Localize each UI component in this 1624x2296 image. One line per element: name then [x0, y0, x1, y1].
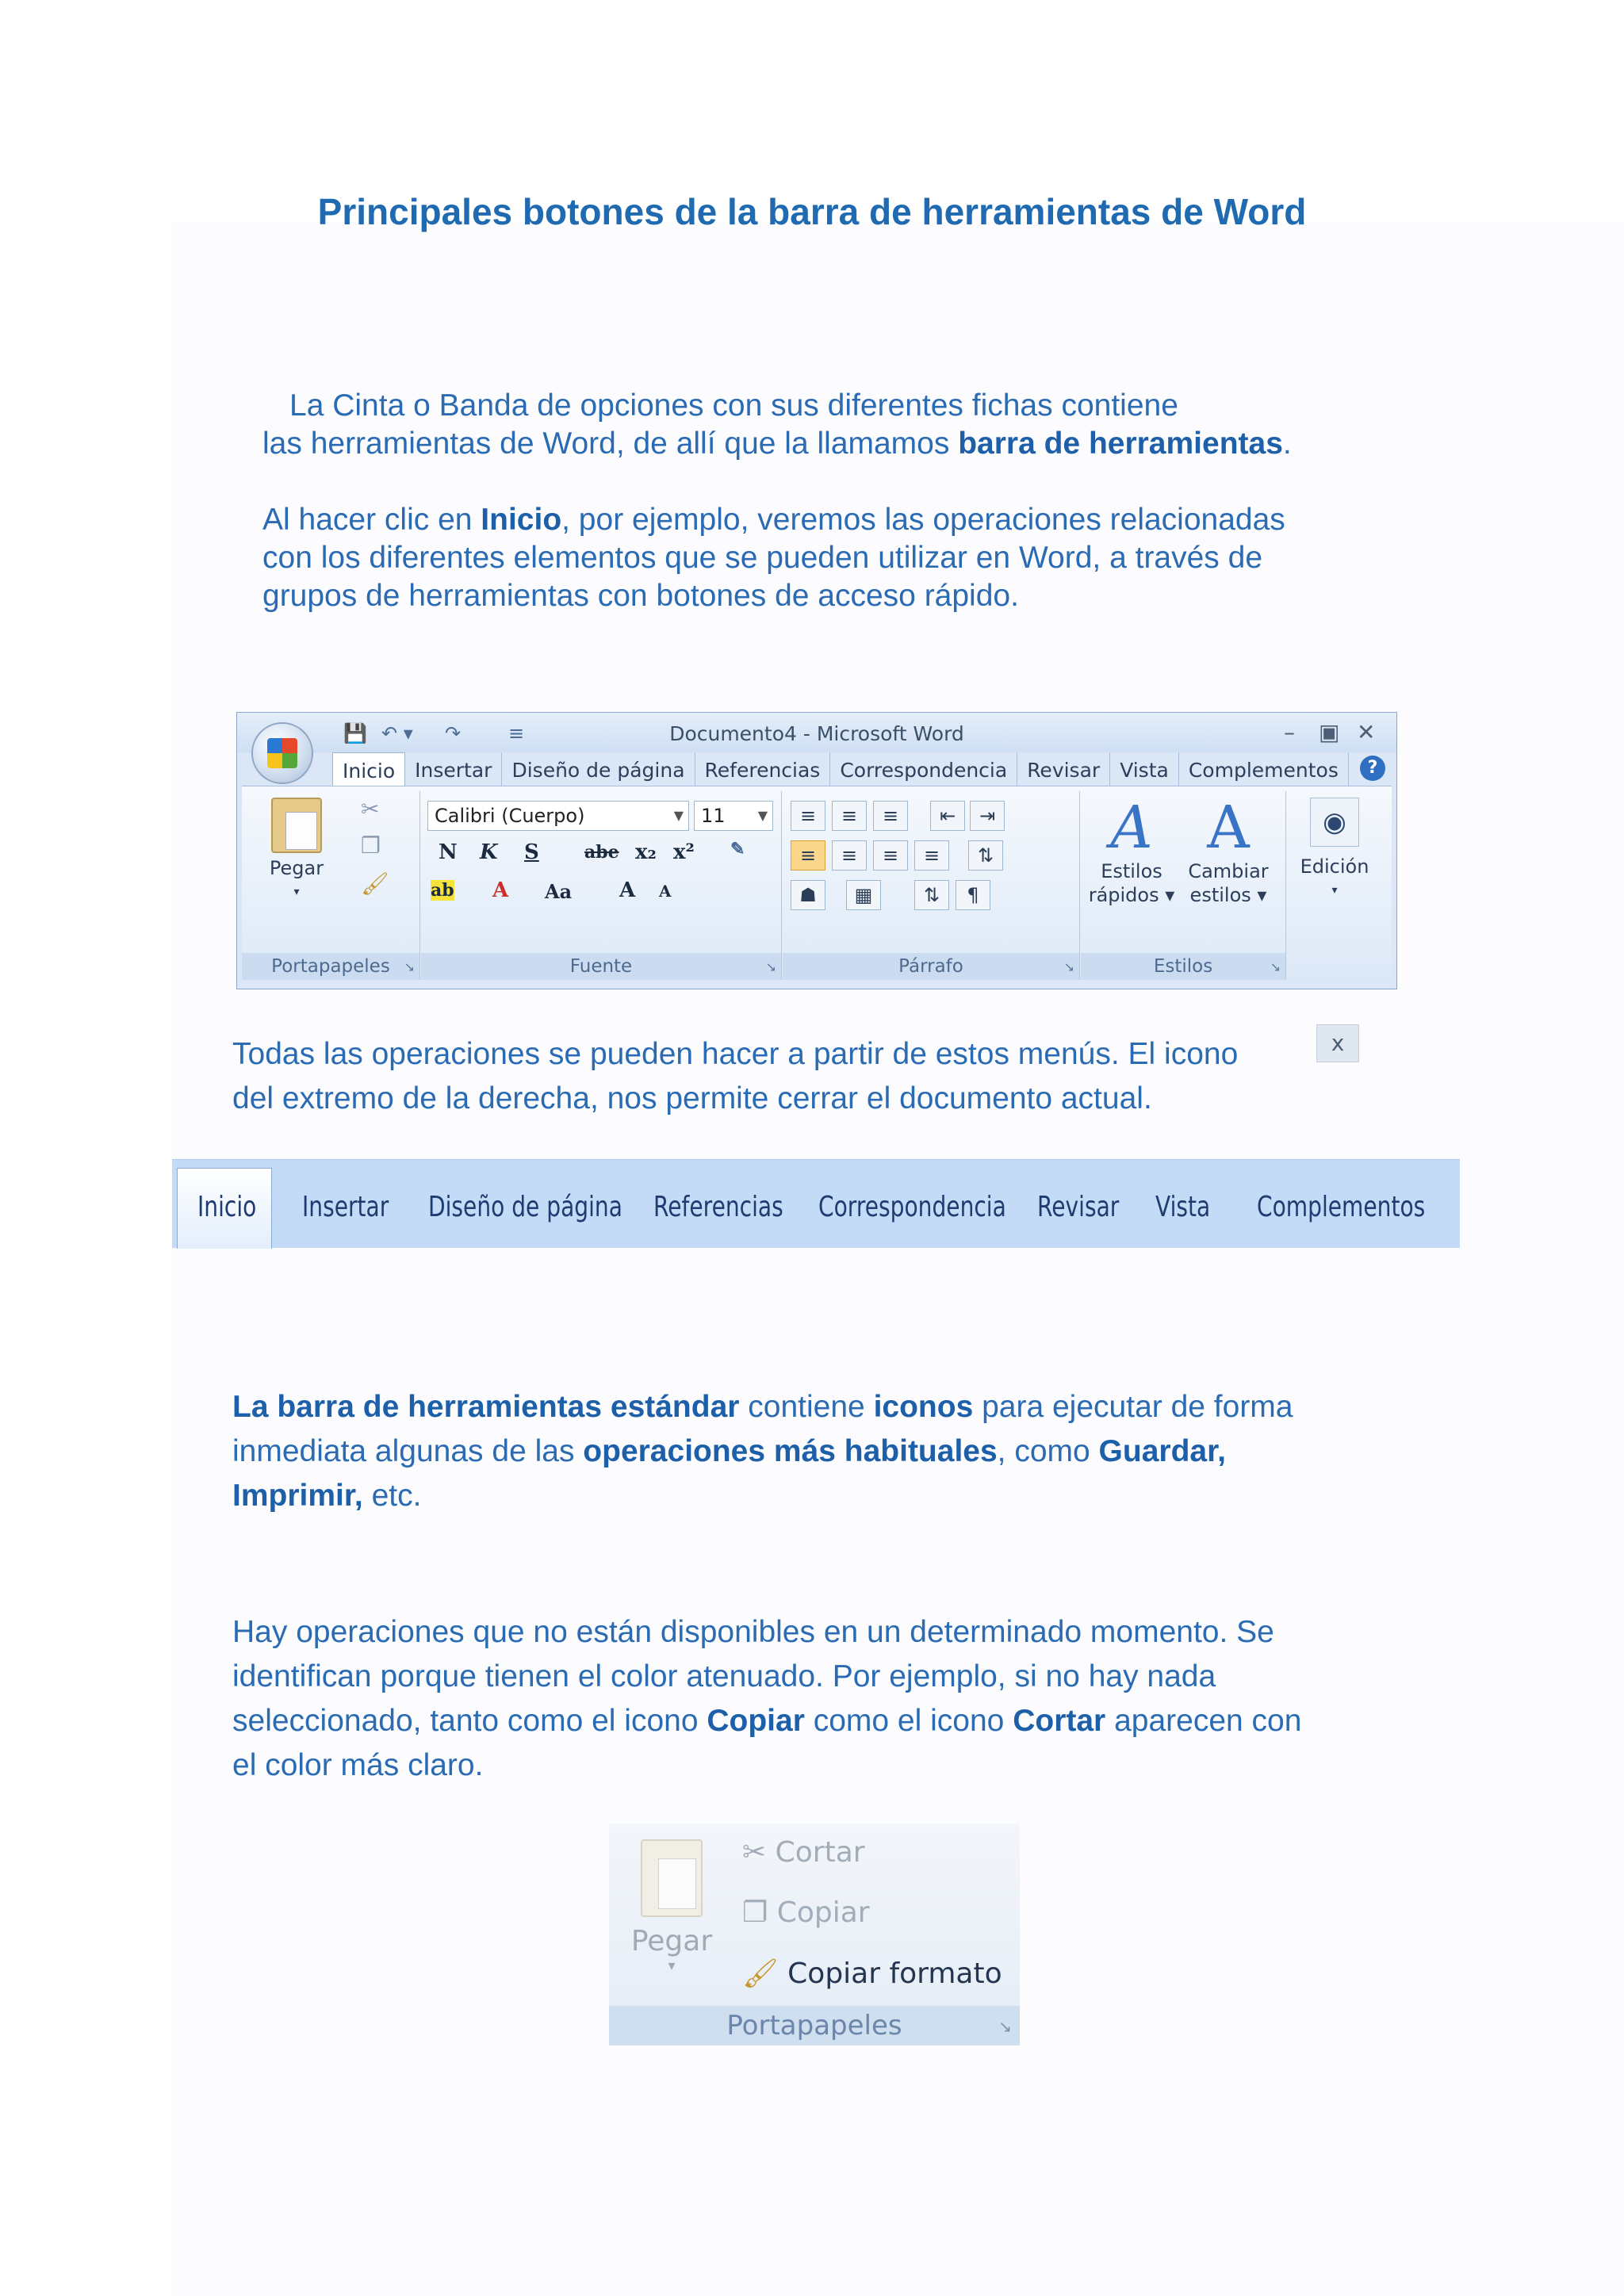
- paste-button-disabled[interactable]: [628, 1839, 715, 1974]
- paste-dropdown-icon: ▾: [668, 1957, 676, 1974]
- change-styles-icon: A: [1207, 794, 1250, 862]
- word-ribbon: [236, 712, 1397, 989]
- chevron-down-icon: ▼: [673, 808, 684, 823]
- maximize-icon[interactable]: ▣: [1319, 719, 1340, 745]
- group-portapapeles: [242, 791, 420, 980]
- show-formatting-icon[interactable]: ¶: [956, 880, 990, 910]
- bullets-icon[interactable]: ≡: [791, 801, 825, 831]
- chevron-down-icon: ▼: [757, 808, 768, 823]
- editing-button[interactable]: [1290, 798, 1379, 902]
- ops-para-line-2: del extremo de la derecha, nos permite cerrar el documento actual.: [232, 1081, 1152, 1115]
- line-spacing-icon[interactable]: ⇅: [968, 840, 1003, 871]
- clipboard-group-label: Portapapeles: [609, 2006, 1020, 2045]
- tabstrip-vista[interactable]: Vista: [1155, 1191, 1211, 1223]
- intro-line-2: las herramientas de Word, de allí que la llamamos barra de herramientas.: [262, 427, 1292, 461]
- redo-icon[interactable]: ↷: [445, 722, 462, 744]
- copy-label: Copiar: [776, 1896, 870, 1929]
- bold-barra-estandar: La barra de herramientas estándar: [232, 1390, 740, 1424]
- disabled-para-line-1: Hay operaciones que no están disponibles en un determinado momento. Se: [232, 1615, 1274, 1649]
- format-painter-icon: 🖌: [742, 1957, 779, 1990]
- cut-icon[interactable]: ✂: [361, 796, 380, 822]
- bold-guardar: Guardar,: [1098, 1434, 1226, 1468]
- disabled-para-line-4: el color más claro.: [232, 1748, 484, 1782]
- shading-icon[interactable]: ☗: [791, 880, 825, 910]
- quick-styles-button[interactable]: [1084, 796, 1179, 907]
- underline-button[interactable]: S: [524, 840, 539, 864]
- bold-barra-herramientas: barra de herramientas: [958, 427, 1283, 461]
- change-styles-label-2: estilos ▾: [1189, 884, 1267, 906]
- shrink-font-button[interactable]: A: [659, 882, 672, 901]
- sort-icon[interactable]: ⇅: [914, 880, 949, 910]
- standard-para-line-2: inmediata algunas de las operaciones más habituales, como Guardar,: [232, 1434, 1226, 1468]
- ribbon-body: [242, 786, 1392, 985]
- standard-para-line-3: Imprimir, etc.: [232, 1479, 422, 1513]
- disabled-para-line-3: seleccionado, tanto como el icono Copiar como el icono Cortar aparecen con: [232, 1704, 1302, 1738]
- justify-icon[interactable]: ≡: [914, 840, 949, 871]
- quick-styles-label-2: rápidos ▾: [1088, 884, 1175, 906]
- dialog-launcher-icon[interactable]: ↘: [998, 2017, 1012, 2036]
- paste-icon: [271, 798, 322, 853]
- highlight-button[interactable]: ab: [431, 880, 454, 901]
- dialog-launcher-icon[interactable]: ↘: [1063, 959, 1074, 974]
- font-color-button[interactable]: A: [492, 878, 509, 902]
- cut-button-disabled[interactable]: [742, 1836, 865, 1869]
- dialog-launcher-icon[interactable]: ↘: [765, 959, 776, 974]
- tabstrip-inicio[interactable]: Inicio: [197, 1191, 257, 1223]
- quick-styles-icon: A: [1110, 794, 1153, 862]
- format-painter-label: Copiar formato: [787, 1957, 1002, 1990]
- bold-iconos: iconos: [873, 1390, 974, 1424]
- align-left-icon[interactable]: ≡: [791, 840, 825, 871]
- inicio-para-line-3: grupos de herramientas con botones de acceso rápido.: [262, 579, 1019, 613]
- bold-imprimir: Imprimir,: [232, 1479, 363, 1513]
- tab-revisar[interactable]: Revisar: [1017, 752, 1110, 786]
- font-name-value: Calibri (Cuerpo): [435, 805, 585, 827]
- tab-vista[interactable]: Vista: [1110, 752, 1179, 786]
- minimize-icon[interactable]: –: [1284, 719, 1295, 745]
- borders-icon[interactable]: ▦: [846, 880, 881, 910]
- subscript-button[interactable]: x₂: [635, 840, 657, 864]
- paste-button[interactable]: [262, 798, 331, 904]
- change-case-button[interactable]: Aa: [545, 880, 573, 903]
- dialog-launcher-icon[interactable]: ↘: [1270, 959, 1281, 974]
- format-painter-button[interactable]: [742, 1957, 1002, 1990]
- bold-copiar: Copiar: [707, 1704, 805, 1738]
- binoculars-icon: ◉: [1310, 798, 1359, 847]
- cut-icon: ✂: [742, 1836, 767, 1869]
- tab-referencias[interactable]: Referencias: [695, 752, 831, 786]
- paste-label: Pegar: [630, 1925, 713, 1957]
- group-label-portapapeles: Portapapeles: [242, 953, 419, 980]
- bold-operaciones-habituales: operaciones más habituales: [583, 1434, 998, 1468]
- tabstrip-diseno-pagina[interactable]: Diseño de página: [428, 1191, 622, 1223]
- tab-strip: [172, 1159, 1460, 1248]
- page-title: Principales botones de la barra de herramientas de Word: [317, 191, 1307, 232]
- intro-line-1: La Cinta o Banda de opciones con sus diferentes fichas contiene: [289, 388, 1178, 423]
- paste-icon: [641, 1839, 703, 1917]
- font-size-value: 11: [701, 805, 726, 827]
- group-estilos: [1081, 791, 1286, 980]
- inicio-para-line-1: Al hacer clic en Inicio, por ejemplo, veremos las operaciones relacionadas: [262, 503, 1285, 537]
- italic-button[interactable]: K: [480, 840, 498, 864]
- tabstrip-insertar[interactable]: Insertar: [302, 1191, 389, 1223]
- editing-dropdown-icon: ▾: [1331, 884, 1338, 897]
- superscript-button[interactable]: x²: [673, 840, 695, 864]
- ribbon-tabs: [332, 752, 1349, 786]
- strikethrough-button[interactable]: abe: [584, 842, 619, 863]
- dialog-launcher-icon[interactable]: ↘: [404, 959, 415, 974]
- quick-styles-label-1: Estilos: [1101, 860, 1162, 882]
- tabstrip-complementos[interactable]: Complementos: [1257, 1191, 1426, 1223]
- increase-indent-icon[interactable]: ⇥: [970, 801, 1005, 831]
- standard-para-line-1: La barra de herramientas estándar contiene iconos para ejecutar de forma: [232, 1390, 1293, 1424]
- tabstrip-referencias[interactable]: Referencias: [653, 1191, 783, 1223]
- disabled-para-line-2: identifican porque tienen el color atenuado. Por ejemplo, si no hay nada: [232, 1659, 1216, 1693]
- bold-button[interactable]: N: [439, 840, 458, 864]
- group-fuente: [421, 791, 782, 980]
- align-center-icon[interactable]: ≡: [832, 840, 867, 871]
- tab-diseno-pagina[interactable]: Diseño de página: [502, 752, 695, 786]
- group-label-estilos: Estilos: [1081, 953, 1285, 980]
- group-edicion: [1287, 791, 1382, 980]
- font-size-combo[interactable]: [694, 801, 773, 831]
- align-right-icon[interactable]: ≡: [873, 840, 908, 871]
- paste-dropdown-icon: ▾: [293, 886, 300, 898]
- window-title: Documento4 - Microsoft Word: [669, 722, 964, 745]
- close-document-icon[interactable]: x: [1316, 1024, 1359, 1062]
- tab-insertar[interactable]: Insertar: [405, 752, 502, 786]
- change-styles-button[interactable]: [1181, 796, 1276, 907]
- group-label-edicion: [1287, 953, 1382, 980]
- clear-format-icon[interactable]: ✎: [730, 839, 745, 859]
- group-parrafo: [783, 791, 1080, 980]
- tab-inicio[interactable]: Inicio: [332, 752, 405, 786]
- bold-inicio: Inicio: [481, 503, 562, 537]
- ops-para-line-1: Todas las operaciones se pueden hacer a partir de estos menús. El icono: [232, 1037, 1239, 1071]
- copy-icon: ❐: [742, 1896, 768, 1929]
- copy-button-disabled[interactable]: [742, 1896, 870, 1929]
- numbering-icon[interactable]: ≡: [832, 801, 867, 831]
- font-name-combo[interactable]: [427, 801, 689, 831]
- tabstrip-revisar[interactable]: Revisar: [1037, 1191, 1120, 1223]
- paste-label: Pegar: [269, 857, 324, 879]
- tab-correspondencia[interactable]: Correspondencia: [830, 752, 1017, 786]
- bold-cortar: Cortar: [1013, 1704, 1106, 1738]
- close-window-icon[interactable]: ✕: [1357, 719, 1376, 745]
- cut-label: Cortar: [775, 1836, 865, 1869]
- tab-complementos[interactable]: Complementos: [1179, 752, 1349, 786]
- editing-label: Edición: [1300, 855, 1369, 878]
- format-painter-icon[interactable]: 🖌: [361, 871, 389, 897]
- group-label-parrafo: Párrafo: [783, 953, 1079, 980]
- multilevel-list-icon[interactable]: ≡: [873, 801, 908, 831]
- tabstrip-correspondencia[interactable]: Correspondencia: [818, 1191, 1006, 1223]
- save-icon[interactable]: 💾: [343, 722, 367, 744]
- customize-quick-access-icon[interactable]: ≡: [508, 722, 525, 744]
- grow-font-button[interactable]: A: [619, 878, 636, 902]
- undo-icon[interactable]: ↶ ▾: [381, 722, 413, 744]
- change-styles-label-1: Cambiar: [1188, 860, 1269, 882]
- group-label-fuente: Fuente: [421, 953, 781, 980]
- copy-icon[interactable]: ❐: [361, 832, 381, 859]
- inicio-para-line-2: con los diferentes elementos que se pueden utilizar en Word, a través de: [262, 541, 1263, 575]
- decrease-indent-icon[interactable]: ⇤: [930, 801, 965, 831]
- clipboard-group-crop: [609, 1823, 1020, 2045]
- help-icon[interactable]: ?: [1360, 756, 1385, 781]
